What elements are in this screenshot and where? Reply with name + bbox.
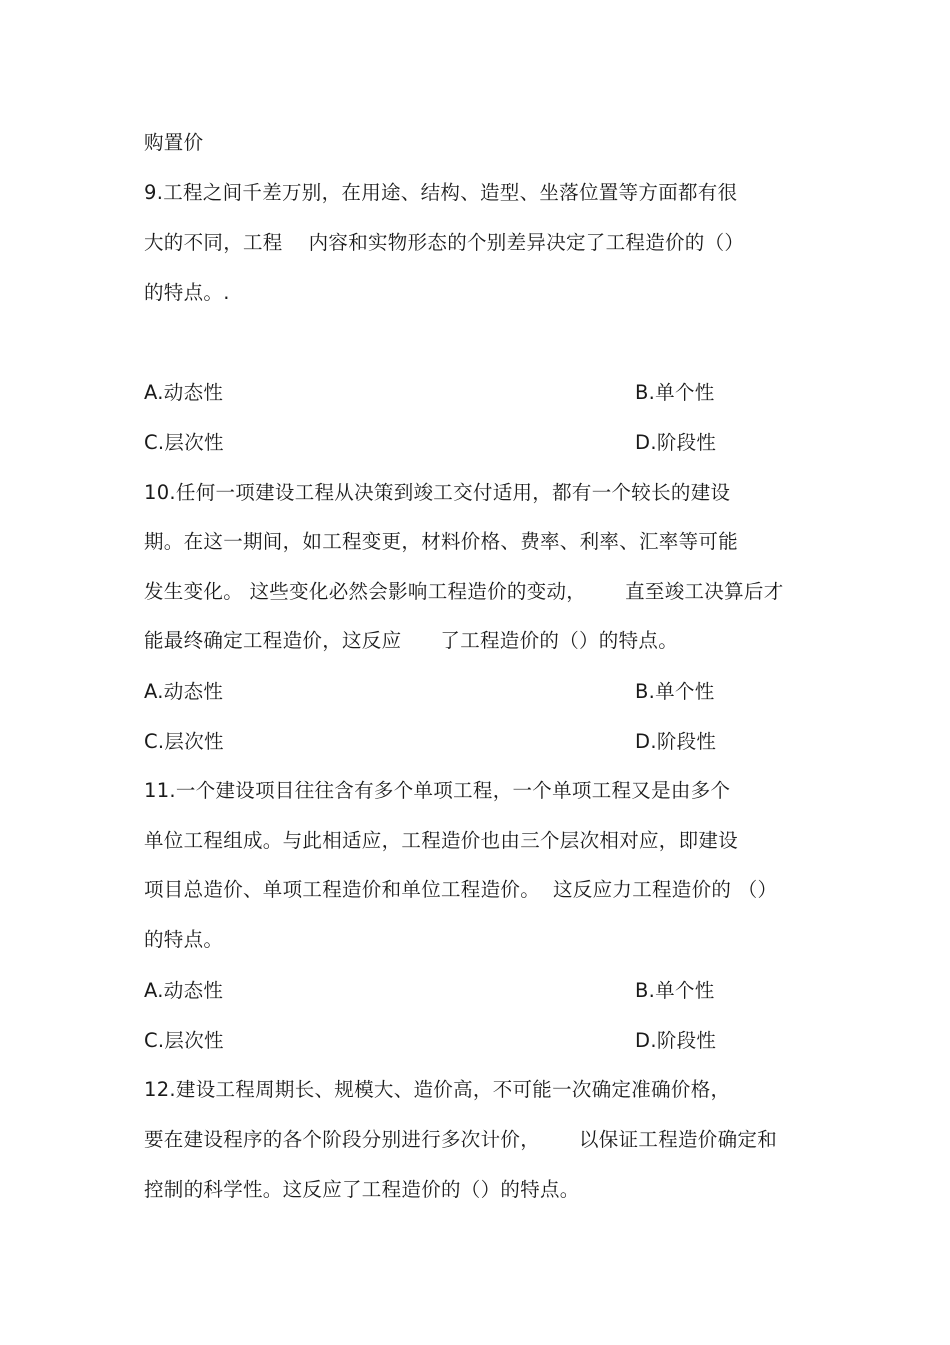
question-11-option-b: B.单个性 bbox=[635, 979, 715, 1002]
question-11-option-a: A.动态性 bbox=[144, 979, 224, 1002]
question-10-line-3: 发生变化。 这些变化必然会影响工程造价的变动， 直至竣工决算后才 bbox=[144, 580, 784, 603]
question-12-line-3: 控制的科学性。这反应了工程造价的（）的特点。 bbox=[144, 1178, 580, 1201]
question-9-line-1: 9.工程之间千差万别，在用途、结构、造型、坐落位置等方面都有很 bbox=[144, 181, 738, 204]
question-12-line-2: 要在建设程序的各个阶段分别进行多次计价， 以保证工程造价确定和 bbox=[144, 1128, 777, 1151]
question-10-option-d: D.阶段性 bbox=[635, 730, 717, 753]
question-10-line-1: 10.任何一项建设工程从决策到竣工交付适用，都有一个较长的建设 bbox=[144, 481, 731, 504]
question-10-line-4: 能最终确定工程造价，这反应 了工程造价的（）的特点。 bbox=[144, 629, 678, 652]
question-9-option-d: D.阶段性 bbox=[635, 431, 717, 454]
question-11-line-4: 的特点。 bbox=[144, 928, 224, 951]
question-11-line-2: 单位工程组成。与此相适应，工程造价也由三个层次相对应，即建设 bbox=[144, 829, 739, 852]
question-11-line-1: 11.一个建设项目往往含有多个单项工程，一个单项工程又是由多个 bbox=[144, 779, 731, 802]
question-11-option-c: C.层次性 bbox=[144, 1029, 224, 1052]
question-11-line-3: 项目总造价、单项工程造价和单位工程造价。 这反应力工程造价的 （） bbox=[144, 878, 778, 901]
continued-text: 购置价 bbox=[144, 131, 204, 154]
question-9-option-b: B.单个性 bbox=[635, 381, 715, 404]
question-12-line-1: 12.建设工程周期长、规模大、造价高，不可能一次确定准确价格， bbox=[144, 1078, 731, 1101]
question-10-option-a: A.动态性 bbox=[144, 680, 224, 703]
question-11-option-d: D.阶段性 bbox=[635, 1029, 717, 1052]
question-10-option-b: B.单个性 bbox=[635, 680, 715, 703]
question-9-option-a: A.动态性 bbox=[144, 381, 224, 404]
question-9-option-c: C.层次性 bbox=[144, 431, 224, 454]
question-9-line-2: 大的不同，工程 内容和实物形态的个别差异决定了工程造价的（） bbox=[144, 231, 745, 254]
question-9-line-3: 的特点。. bbox=[144, 281, 230, 304]
question-10-option-c: C.层次性 bbox=[144, 730, 224, 753]
question-10-line-2: 期。在这一期间，如工程变更，材料价格、费率、利率、汇率等可能 bbox=[144, 530, 739, 553]
